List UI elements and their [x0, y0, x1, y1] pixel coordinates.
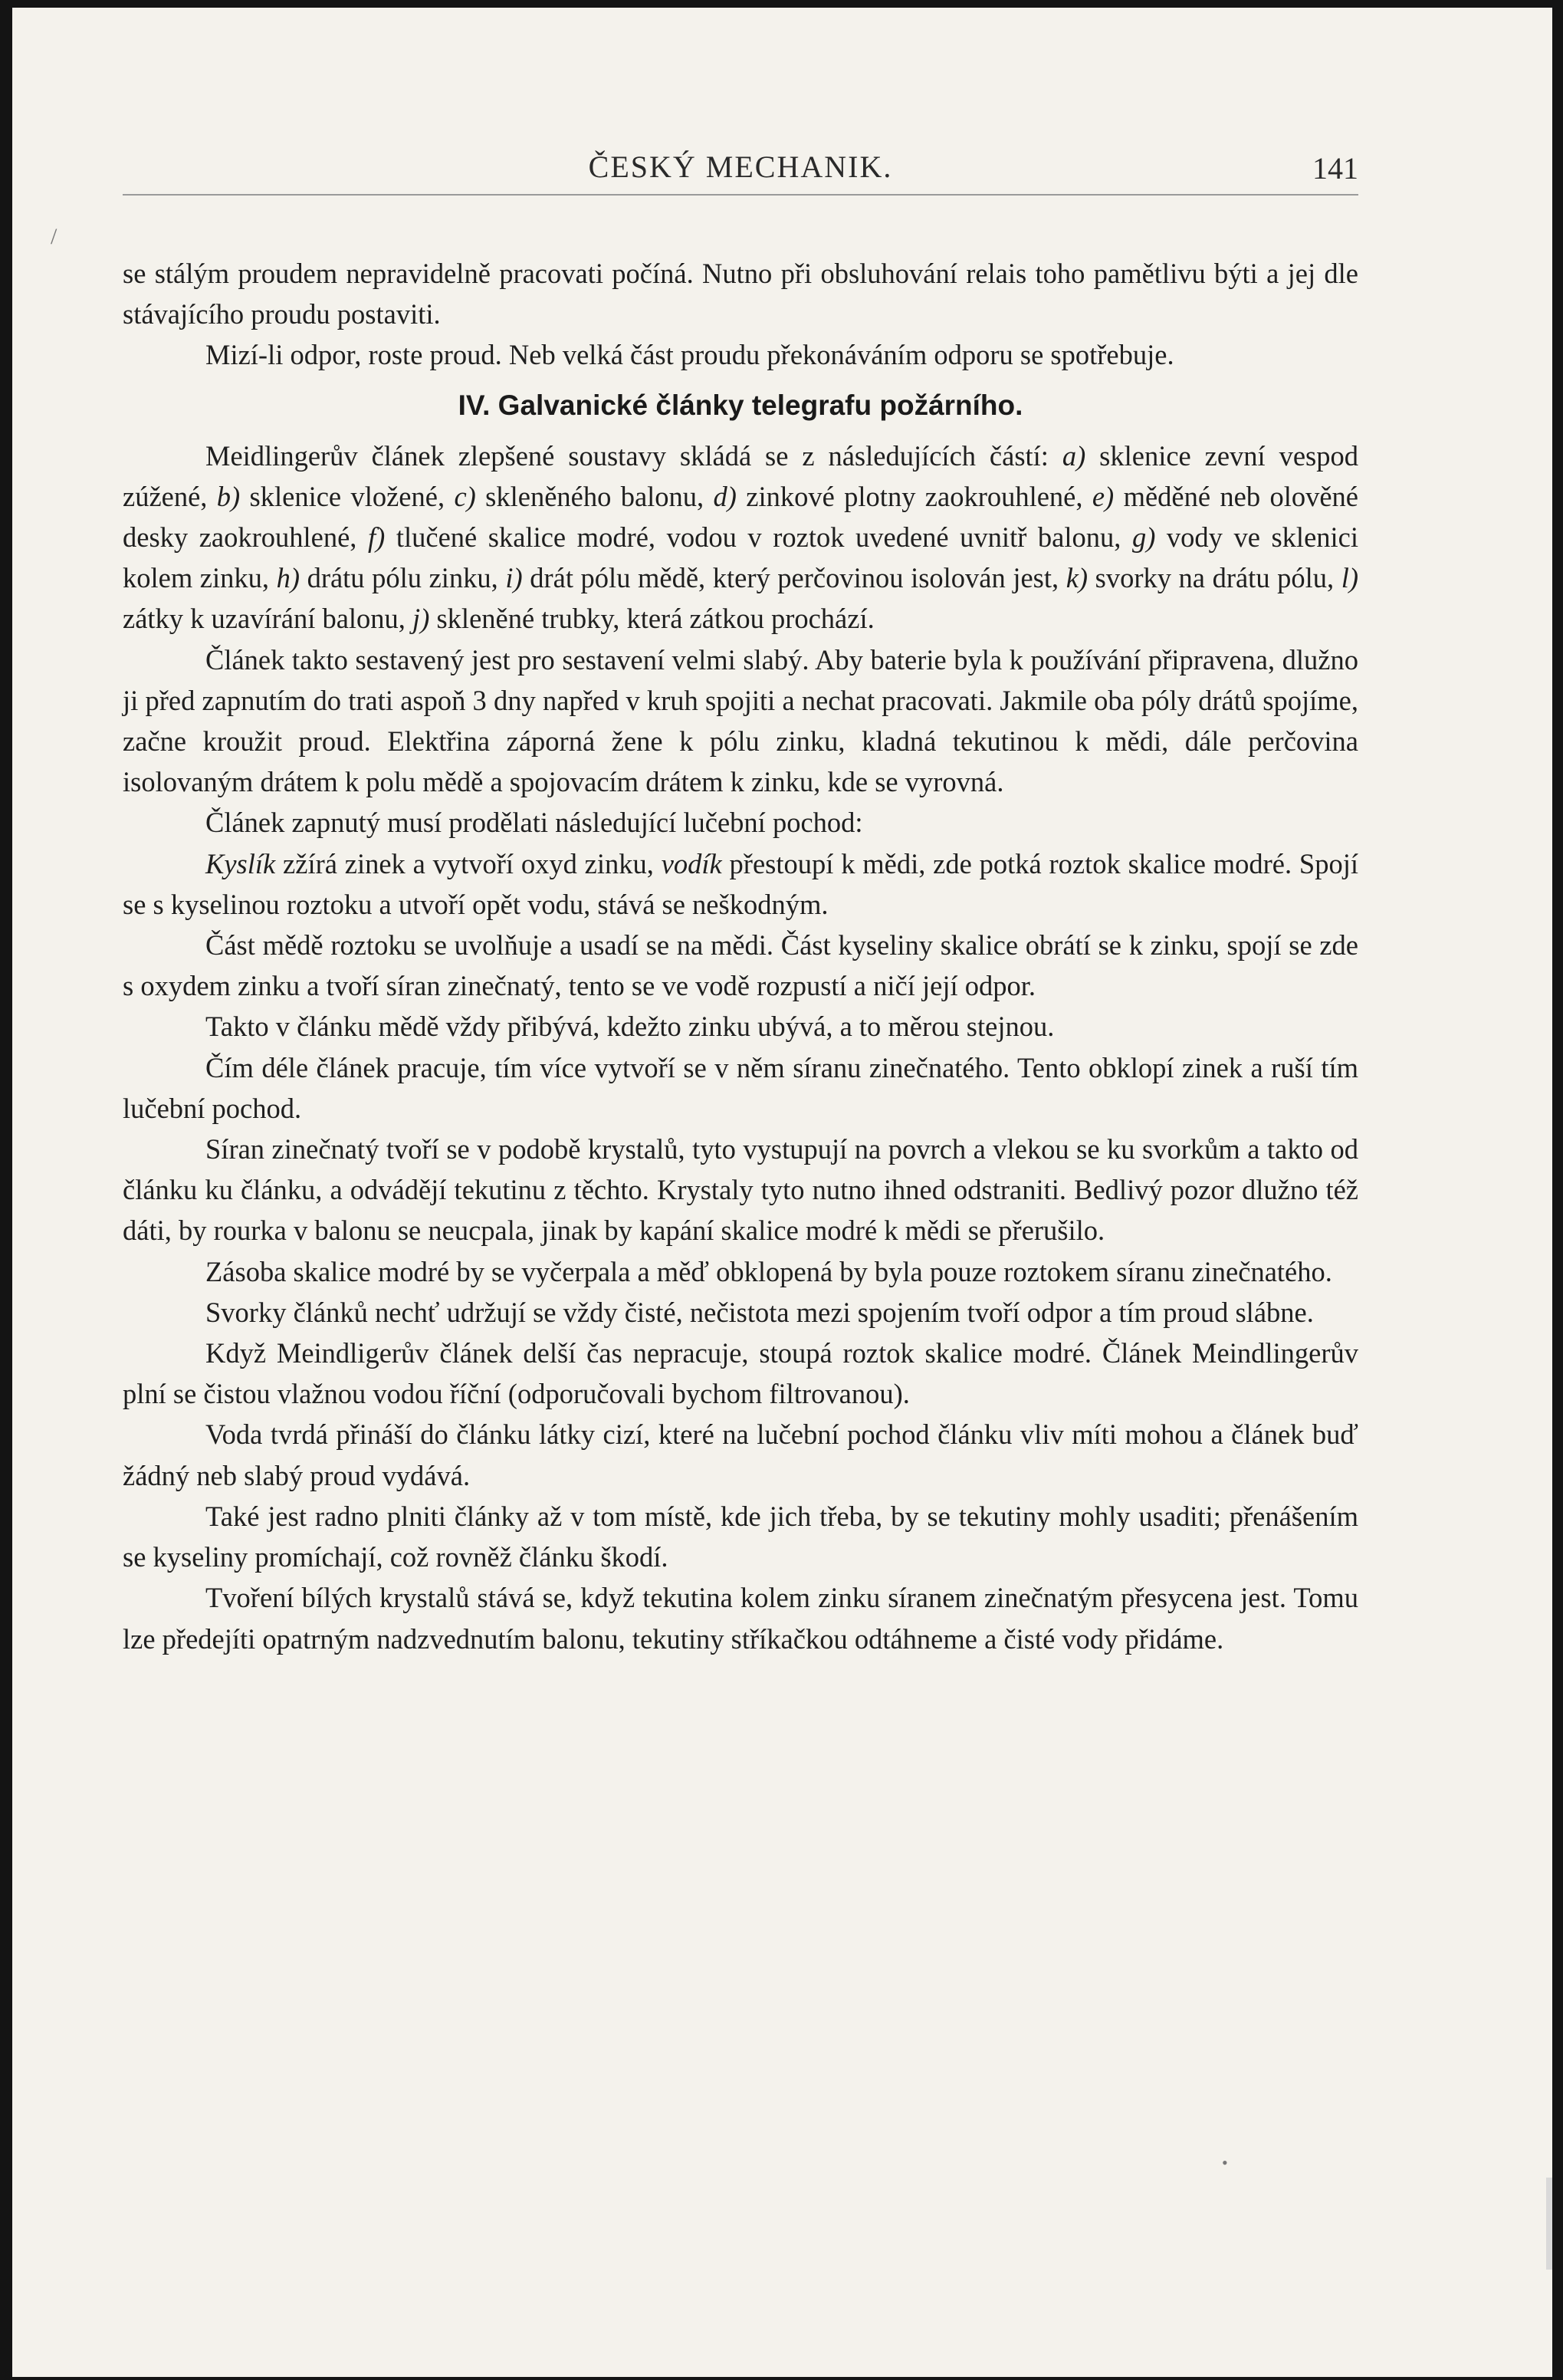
item-letter: e) [1092, 480, 1115, 512]
paragraph: Síran zinečnatý tvoří se v podobě krystalů, tyto vystupují na povrch a vlekou se ku svorkům a takto od článku ku článku, a odvádějí tekutinu z těchto. Krystaly tyto nutno ihned odstraniti. Bedlivý pozor dlužno též dáti, by rourka v balonu se neucpala, jinak by kapání skalice modré k mědi se přerušilo. [123, 1133, 1358, 1247]
page-body [123, 253, 1358, 1659]
item-letter: a) [1062, 439, 1086, 472]
list-item: skleněného balonu, [475, 480, 714, 512]
term-italic: Kyslík [205, 847, 276, 879]
paragraph: Zásoba skalice modré by se vyčerpala a měď obklopená by byla pouze roztokem síranu zinečnatého. [205, 1255, 1332, 1287]
paragraph: Tvoření bílých krystalů stává se, když tekutina kolem zinku síranem zinečnatým přesycena jest. Tomu lze předejíti opatrným nadzvednutím balonu, tekutiny stříkačkou odtáhneme a čisté vody přidáme. [123, 1582, 1358, 1655]
paragraph: Část mědě roztoku se uvolňuje a usadí se na mědi. Část kyseliny skalice obrátí se k zinku, spojí se zde s oxydem zinku a tvoří síran zinečnatý, tento se ve vodě rozpustí a ničí její odpor. [123, 929, 1358, 1002]
list-item: drát pólu mědě, který perčovinou isolován jest, [522, 562, 1066, 594]
list-item: sklenice vložené, [240, 480, 455, 512]
paragraph: Mizí-li odpor, roste proud. Neb velká část proudu překonáváním odporu se spotřebuje. [205, 339, 1174, 371]
paragraph: Článek takto sestavený jest pro sestavení velmi slabý. Aby baterie byla k používání připravena, dlužno ji před zapnutím do trati aspoň 3 dny napřed v kruh spojiti a nechat pracovati. Jakmile oba póly drátů spojíme, začne kroužit proud. Elektřina záporná žene k pólu zinku, kladná tekutinou k mědi, dále perčovina isolovaným drátem k polu mědě a spojovacím drátem k zinku, kde se vyrovná. [123, 643, 1358, 798]
item-letter: h) [276, 562, 300, 594]
scan-edge-mark [1546, 2178, 1552, 2270]
item-letter: f) [368, 521, 386, 554]
paragraph: Čím déle článek pracuje, tím více vytvoří se v něm síranu zinečnatého. Tento obklopí zinek a ruší tím lučební pochod. [123, 1051, 1358, 1124]
stray-slash-mark: / [51, 224, 57, 249]
item-letter: k) [1066, 562, 1089, 594]
term-italic: vodík [661, 847, 722, 879]
paragraph: Také jest radno plniti články až v tom místě, kde jich třeba, by se tekutiny mohly usaditi; přenášením se kyseliny promíchají, což rovněž článku škodí. [123, 1500, 1358, 1573]
item-letter: g) [1131, 521, 1156, 554]
paragraph-continued: se stálým proudem nepravidelně pracovati počíná. Nutno při obsluhování relais toho pamětlivu býti a jej dle stávajícího proudu postaviti. [123, 258, 1358, 330]
paragraph: Článek zapnutý musí prodělati následující lučební pochod: [205, 807, 863, 839]
paragraph-text: zžírá zinek a vytvoří oxyd zinku, [275, 847, 662, 879]
list-item: zinkové plotny zaokrouhlené, [736, 480, 1092, 512]
item-letter: d) [713, 480, 737, 512]
item-letter: j) [412, 603, 430, 635]
list-item: vody ve sklenici kolem zinku, [123, 521, 1359, 594]
stray-dot-mark: • [1222, 2153, 1228, 2172]
item-letter: l) [1341, 562, 1359, 594]
list-item: svorky na drátu pólu, [1088, 562, 1341, 594]
list-item: tlučené skalice modré, vodou v roztok uvedené uvnitř balonu, [385, 521, 1132, 554]
list-item: zátky k uzavírání balonu, [123, 603, 413, 635]
list-intro: Meidlingerův článek zlepšené soustavy skládá se z následujících částí: [205, 439, 1062, 472]
item-letter: b) [216, 480, 241, 512]
paragraph-chemistry [123, 843, 1358, 925]
page-header [123, 149, 1358, 195]
list-item: skleněné trubky, která zátkou prochází. [429, 603, 875, 635]
running-title: ČESKÝ MECHANIK. [588, 150, 893, 184]
list-item: drátu pólu zinku, [300, 562, 506, 594]
paragraph-text: přestoupí k mědi, zde potká roztok skalice modré. Spojí se s kyselinou roztoku a utvoří opět vodu, stává se neškodným. [123, 847, 1358, 920]
paragraph: Voda tvrdá přináší do článku látky cizí, které na lučební pochod článku vliv míti mohou a článek buď žádný neb slabý proud vydává. [123, 1418, 1358, 1491]
header-rule [123, 194, 1358, 196]
page-number: 141 [1312, 151, 1358, 186]
paragraph: Svorky článků nechť udržují se vždy čisté, nečistota mezi spojením tvoří odpor a tím proud slábne. [205, 1296, 1314, 1328]
paragraph: Když Meindligerův článek delší čas nepracuje, stoupá roztok skalice modré. Článek Meindlingerův plní se čistou vlažnou vodou říční (odporučovali bychom filtrovanou). [123, 1337, 1358, 1410]
list-item: sklenice zevní vespod zúžené, [123, 439, 1358, 512]
section-heading: IV. Galvanické články telegrafu požárního. [458, 389, 1023, 421]
paragraph-parts-list [123, 436, 1358, 639]
item-letter: i) [505, 562, 523, 594]
item-letter: c) [454, 480, 476, 512]
list-item: měděné neb olověné desky zaokrouhlené, [123, 480, 1358, 554]
paragraph: Takto v článku mědě vždy přibývá, kdežto zinku ubývá, a to měrou stejnou. [205, 1011, 1055, 1043]
